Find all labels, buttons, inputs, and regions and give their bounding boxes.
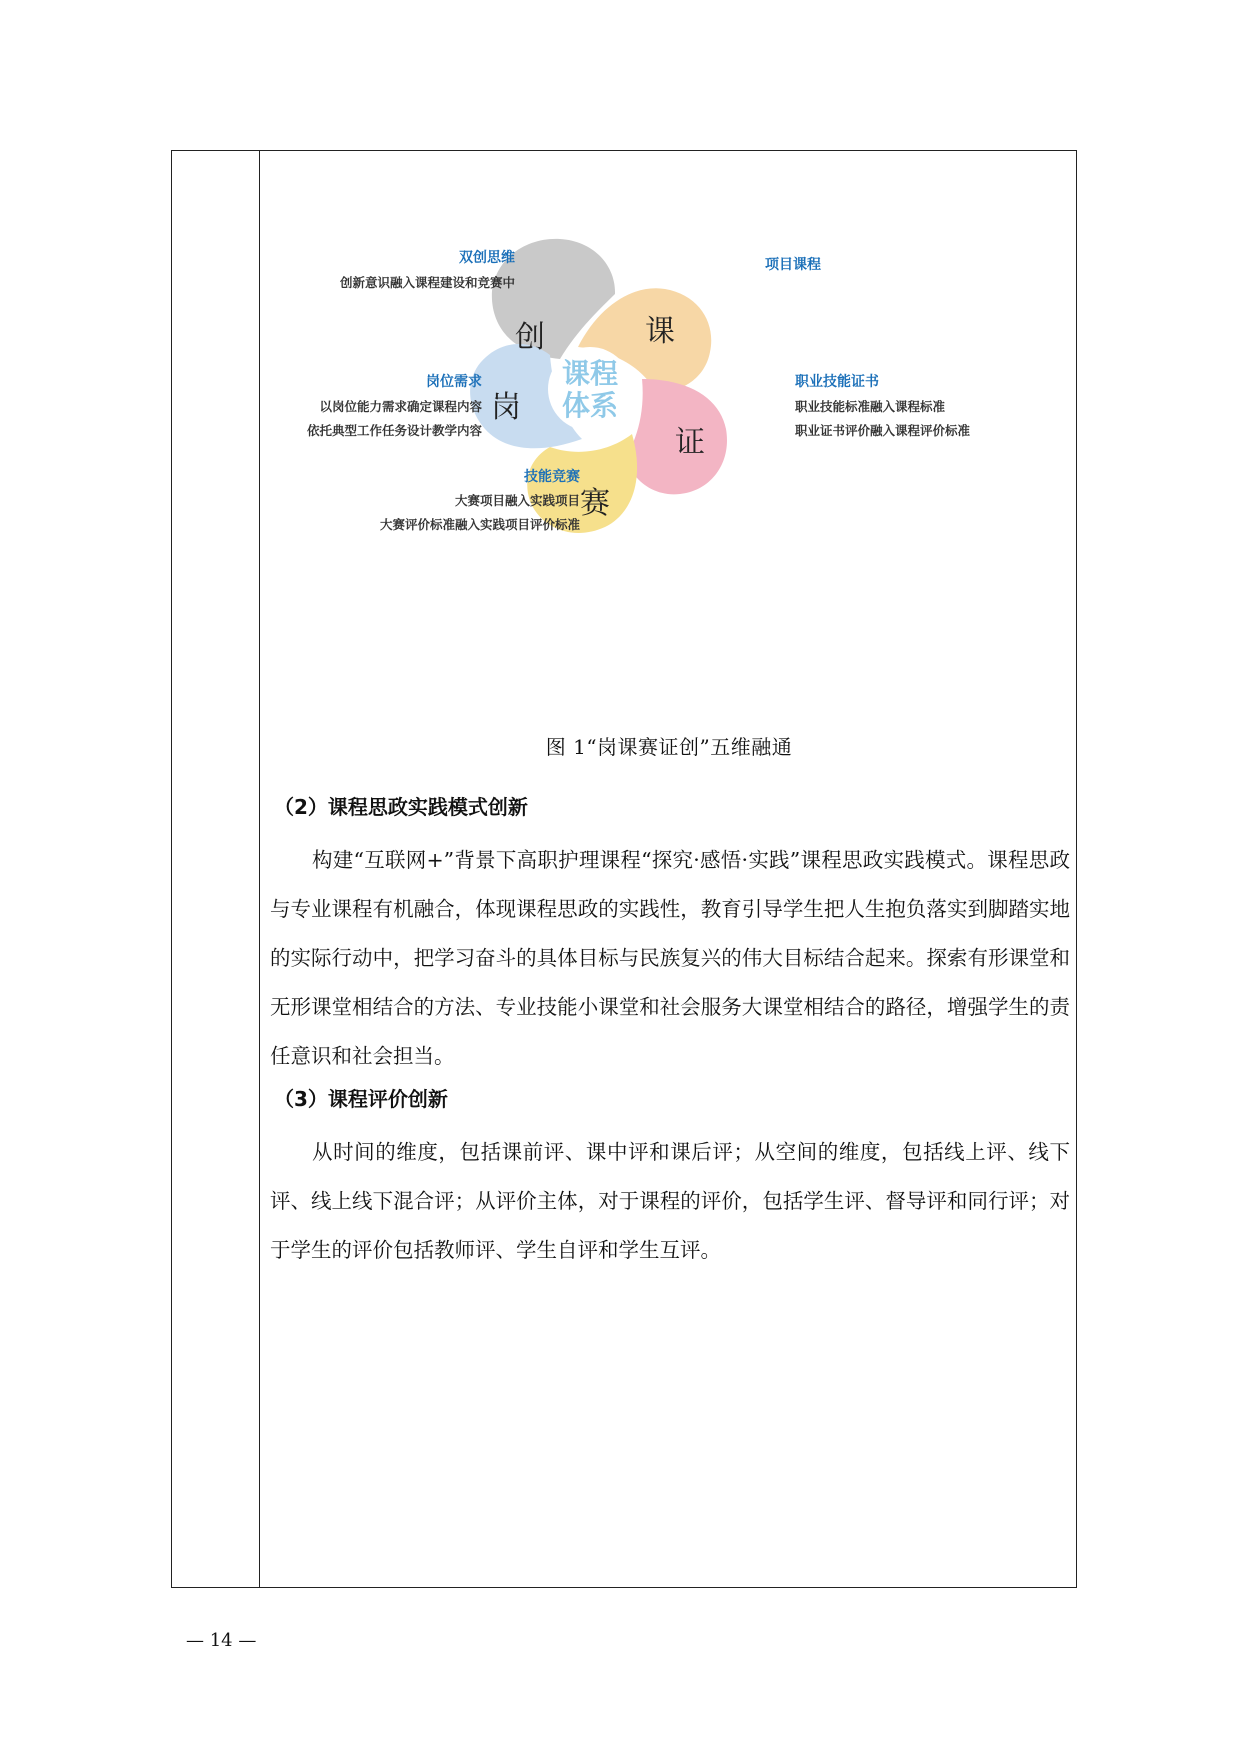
- petal-char-chuang: 创: [515, 320, 545, 355]
- label-sai-line: 大赛评价标准融入实践项目评价标准: [379, 517, 580, 532]
- diagram-svg: [260, 229, 1078, 699]
- five-dimension-diagram: [260, 229, 1078, 759]
- center-text-line2: 体系: [561, 389, 619, 422]
- section3-paragraph: 从时间的维度，包括课前评、课中评和课后评；从空间的维度，包括线上评、线下评、线上线下混合评；从评价主体，对于课程的评价，包括学生评、督导评和同行评；对于学生的评价包括教师评、学生自评和学生互评。: [270, 1140, 1070, 1262]
- label-sai-title: 技能竞赛: [524, 469, 580, 485]
- petal-char-zheng: 证: [675, 425, 705, 460]
- label-zheng-title: 职业技能证书: [795, 374, 879, 390]
- label-chuang-title: 双创思维: [459, 250, 515, 266]
- petal-char-gang: 岗: [491, 390, 521, 425]
- label-zheng-line: 职业技能标准融入课程标准: [795, 399, 946, 414]
- center-text-line1: 课程: [561, 357, 619, 390]
- page-number: — 14 —: [186, 1630, 257, 1651]
- section2-paragraph: 构建“互联网+”背景下高职护理课程“探究·感悟·实践”课程思政实践模式。课程思政与专业课程有机融合，体现课程思政的实践性，教育引导学生把人生抱负落实到脚踏实地的实际行动中，把学习奋斗的具体目标与民族复兴的伟大目标结合起来。探索有形课堂和无形课堂相结合的方法、专业技能小课堂和社会服务大课堂相结合的路径，增强学生的责任意识和社会担当。: [270, 848, 1070, 1068]
- table-content-cell: [260, 151, 1076, 1587]
- petal-char-sai: 赛: [580, 486, 610, 521]
- label-gang-line: 依托典型工作任务设计教学内容: [306, 423, 482, 438]
- content-table: [171, 150, 1077, 1588]
- label-ke-title: 项目课程: [765, 257, 821, 273]
- label-zheng-line: 职业证书评价融入课程评价标准: [795, 423, 971, 438]
- section3-heading: （3）课程评价创新: [274, 1087, 448, 1111]
- label-chuang-line: 创新意识融入课程建设和竞赛中: [339, 275, 515, 290]
- petal-char-ke: 课: [645, 314, 675, 349]
- label-gang-title: 岗位需求: [426, 374, 482, 390]
- label-gang-line: 以岗位能力需求确定课程内容: [319, 399, 482, 414]
- section2-heading: （2）课程思政实践模式创新: [274, 795, 528, 819]
- figure-caption: 图 1“岗课赛证创”五维融通: [545, 735, 793, 759]
- label-sai-line: 大赛项目融入实践项目: [454, 493, 580, 508]
